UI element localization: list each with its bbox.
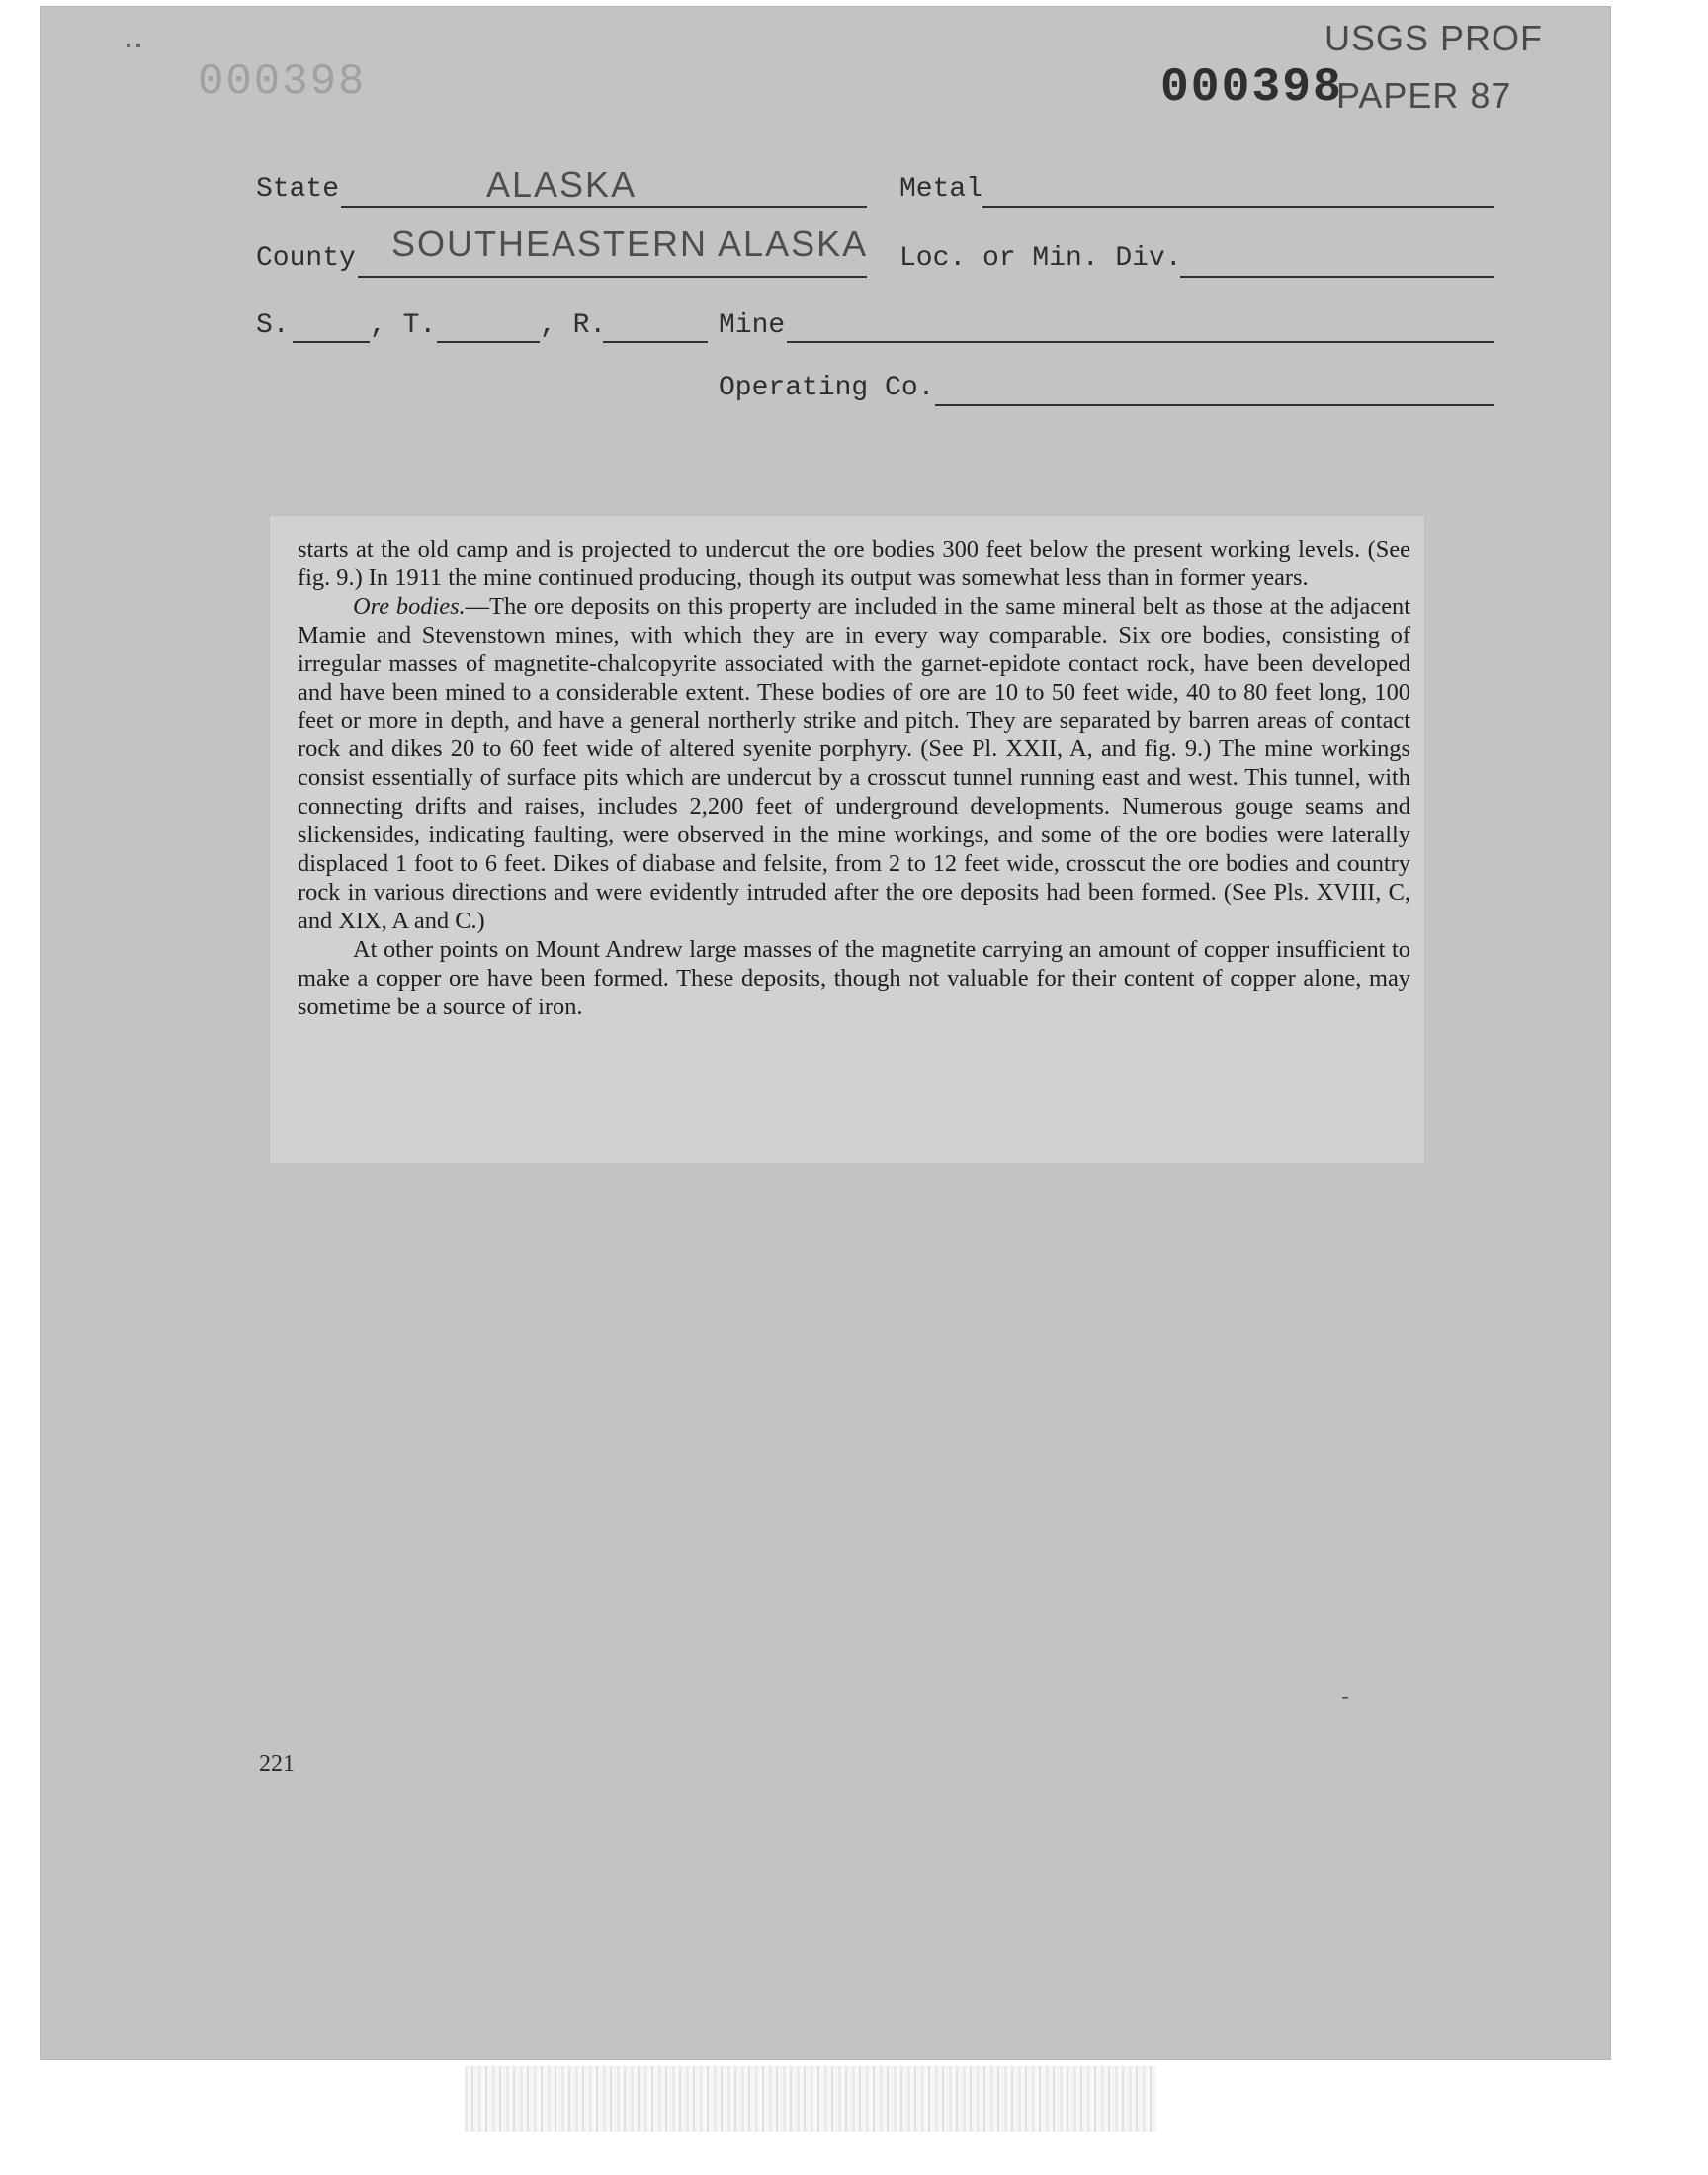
scan-edge-strip <box>465 2066 1156 2132</box>
ore-bodies-heading: Ore bodies. <box>353 592 466 620</box>
section-label: S. <box>256 310 290 341</box>
scan-speck <box>127 44 130 47</box>
serial-number: 000398 <box>1160 61 1343 115</box>
operating-co-label: Operating Co. <box>719 373 935 403</box>
scan-speck <box>136 44 140 47</box>
pasted-clipping <box>270 516 1424 1163</box>
township-label: , T. <box>370 310 437 341</box>
section-line <box>293 341 370 343</box>
page-number: 221 <box>259 1751 295 1777</box>
township-line <box>437 341 540 343</box>
metal-line <box>982 206 1494 208</box>
operating-co-line <box>935 404 1494 406</box>
range-line <box>603 341 708 343</box>
clipping-paragraph-1: starts at the old camp and is projected to undercut the ore bodies 300 feet below the present working levels. (See fig. 9.) In 1911 the mine continued producing, though its output was somewhat less than in former years. <box>298 536 1410 591</box>
state-line <box>341 206 867 208</box>
loc-label: Loc. or Min. Div. <box>899 243 1182 274</box>
county-line <box>358 276 867 278</box>
ore-bodies-text: —The ore deposits on this property are included in the same mineral belt as those at the adjacent Mamie and Stevenstown mines, with which they are in every way comparable. Six ore bodies, consisting of irregular masses of magnetite-chalcopyrite associated with the garnet-epidote contact rock, have been developed and have been mined to a considerable extent. These bodies of ore are 10 to 50 feet wide, 40 to 80 feet long, 100 feet or more in depth, and have a general northerly strike and pitch. They are separated by barren areas of contact rock and dikes 20 to 60 feet wide of altered syenite porphyry. (See Pl. XXII, A, and fig. 9.) The mine workings consist essentially of surface pits which are undercut by a crosscut tunnel running east and west. This tunnel, with connecting drifts and raises, includes 2,200 feet of underground developments. Numerous gouge seams and slickensides, indicating faulting, were observed in the mine workings, and some of the ore bodies were laterally displaced 1 foot to 6 feet. Dikes of diabase and felsite, from 2 to 12 feet wide, crosscut the ore bodies and country rock in various directions and were evidently intruded after the ore deposits had been formed. (See Pls. XVIII, C, and XIX, A and C.) <box>298 592 1411 934</box>
clipping-paragraph-2 <box>298 593 1410 936</box>
usgs-stamp-line1: USGS PROF <box>1324 18 1544 58</box>
state-value: ALASKA <box>486 164 638 205</box>
county-label: County <box>256 243 356 274</box>
loc-line <box>1180 276 1494 278</box>
metal-label: Metal <box>899 174 983 205</box>
clipping-text <box>298 536 1410 1021</box>
scan-speck <box>1342 1696 1348 1699</box>
mine-label: Mine <box>719 310 786 341</box>
range-label: , R. <box>540 310 607 341</box>
county-value: SOUTHEASTERN ALASKA <box>391 223 869 264</box>
mine-line <box>787 341 1494 343</box>
clipping-paragraph-3: At other points on Mount Andrew large masses of the magnetite carrying an amount of copper insufficient to make a copper ore have been formed. These deposits, though not valuable for their content of copper alone, may sometime be a source of iron. <box>298 935 1410 1020</box>
ghost-serial-number: 000398 <box>198 57 367 107</box>
state-label: State <box>256 174 340 205</box>
usgs-stamp-line2: PAPER 87 <box>1336 75 1512 116</box>
